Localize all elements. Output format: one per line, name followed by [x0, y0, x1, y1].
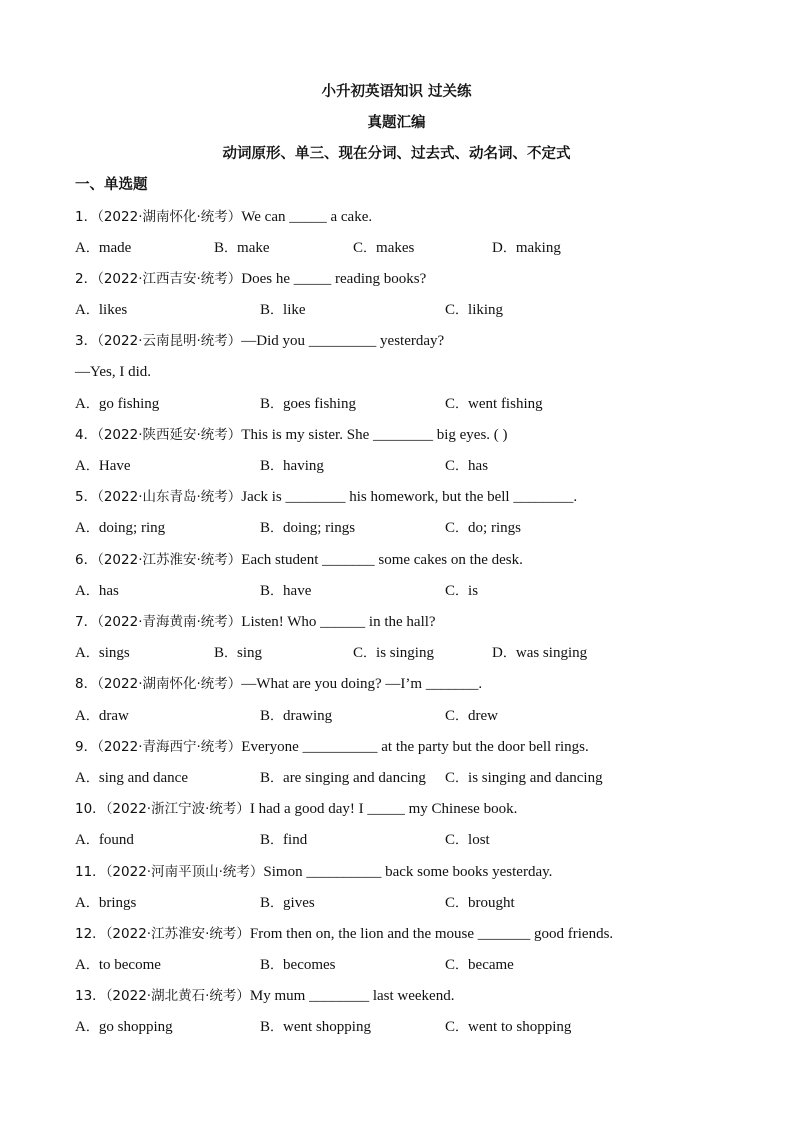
option-letter: B: [214, 645, 225, 661]
option-letter: D: [492, 240, 503, 256]
question-text: Listen! Who ______ in the hall?: [241, 614, 436, 630]
option-letter: A: [75, 895, 86, 911]
option-separator: ．: [455, 521, 469, 536]
option-letter: C: [445, 302, 456, 318]
option-separator: ．: [85, 709, 99, 724]
question-stem: [75, 611, 436, 633]
option-text: became: [468, 957, 514, 973]
option-separator: ．: [270, 521, 284, 536]
option-letter: B: [260, 832, 271, 848]
question-text: This is my sister. She ________ big eyes. ( ): [241, 427, 508, 443]
options-row: [75, 954, 675, 976]
option-text: brings: [98, 895, 137, 911]
question-source: （2022·湖南怀化·统考）: [97, 676, 242, 692]
question-text: From then on, the lion and the mouse _______ good friends.: [249, 926, 614, 942]
options-row: [75, 580, 675, 602]
option-separator: ．: [455, 1020, 469, 1035]
option-letter: A: [75, 770, 86, 786]
option-text: found: [98, 832, 134, 848]
option-separator: ．: [455, 709, 469, 724]
option-letter: B: [260, 770, 271, 786]
option-d[interactable]: [492, 237, 561, 260]
question-text: Everyone __________ at the party but the door bell rings.: [241, 739, 589, 755]
options-row: [75, 237, 675, 259]
option-a[interactable]: [75, 892, 136, 915]
question-reply-line: —Yes, I did.: [75, 364, 151, 380]
options-row: [75, 455, 675, 477]
option-letter: B: [260, 708, 271, 724]
option-a[interactable]: [75, 829, 134, 852]
option-letter: A: [75, 645, 86, 661]
option-separator: ．: [270, 584, 284, 599]
option-separator: ．: [455, 833, 469, 848]
option-letter: C: [445, 770, 456, 786]
option-separator: ．: [270, 709, 284, 724]
option-c[interactable]: [445, 580, 478, 603]
option-separator: ．: [85, 646, 99, 661]
option-a[interactable]: [75, 455, 131, 478]
question-source: （2022·江苏淮安·统考）: [105, 926, 250, 942]
option-b[interactable]: [260, 829, 307, 852]
option-text: draw: [98, 708, 129, 724]
options-row: [75, 299, 675, 321]
option-b[interactable]: [260, 705, 332, 728]
question-text: Does he _____ reading books?: [241, 271, 427, 287]
question-text: Each student _______ some cakes on the desk.: [241, 552, 523, 568]
option-b[interactable]: [260, 455, 324, 478]
option-separator: ．: [455, 397, 469, 412]
option-a[interactable]: [75, 705, 129, 728]
question-source: （2022·青海西宁·统考）: [97, 739, 242, 755]
question-stem: [75, 673, 482, 695]
question-source: （2022·浙江宁波·统考）: [105, 801, 250, 817]
question-text: Simon __________ back some books yesterday.: [263, 864, 553, 880]
option-text: drawing: [283, 708, 333, 724]
option-letter: B: [260, 458, 271, 474]
option-separator: ．: [224, 646, 238, 661]
option-a[interactable]: [75, 299, 127, 322]
option-letter: A: [75, 957, 86, 973]
options-row: [75, 1016, 675, 1038]
option-b[interactable]: [260, 954, 336, 977]
option-text: having: [283, 458, 324, 474]
option-text: makes: [376, 240, 415, 256]
option-text: has: [468, 458, 489, 474]
question-number: 2．: [75, 271, 98, 287]
option-b[interactable]: [260, 393, 356, 416]
question-number: 6．: [75, 552, 98, 568]
option-b[interactable]: [260, 299, 306, 322]
question-number: 11．: [75, 864, 106, 880]
page-subtitle: 真题汇编: [367, 115, 426, 131]
question-number: 3．: [75, 333, 98, 349]
option-separator: ．: [270, 833, 284, 848]
option-text: lost: [468, 832, 490, 848]
question-source: （2022·湖北黄石·统考）: [105, 988, 250, 1004]
question-text: —What are you doing? —I’m _______.: [241, 676, 483, 692]
option-letter: C: [445, 708, 456, 724]
option-a[interactable]: [75, 954, 161, 977]
option-separator: ．: [270, 459, 284, 474]
option-b[interactable]: [260, 580, 311, 603]
option-text: becomes: [283, 957, 336, 973]
option-text: making: [515, 240, 561, 256]
question-text: We can _____ a cake.: [241, 209, 373, 225]
option-separator: ．: [363, 646, 377, 661]
question-text: I had a good day! I _____ my Chinese book.: [249, 801, 518, 817]
option-separator: ．: [85, 241, 99, 256]
option-separator: ．: [85, 459, 99, 474]
option-letter: C: [445, 832, 456, 848]
option-letter: C: [445, 520, 456, 536]
option-text: went to shopping: [468, 1019, 572, 1035]
question-number: 12．: [75, 926, 106, 942]
options-row: [75, 642, 675, 664]
option-separator: ．: [85, 303, 99, 318]
question-number: 4．: [75, 427, 98, 443]
option-a[interactable]: [75, 767, 188, 790]
option-separator: ．: [363, 241, 377, 256]
option-text: went shopping: [283, 1019, 371, 1035]
option-letter: A: [75, 240, 86, 256]
option-text: sing and dance: [98, 770, 188, 786]
option-letter: C: [445, 895, 456, 911]
option-text: drew: [468, 708, 499, 724]
option-c[interactable]: [445, 1016, 571, 1039]
question-source: （2022·湖南怀化·统考）: [97, 209, 242, 225]
question-stem: [75, 330, 444, 352]
option-separator: ．: [85, 397, 99, 412]
topic-title: 动词原形、单三、现在分词、过去式、动名词、不定式: [222, 146, 571, 162]
option-separator: ．: [455, 459, 469, 474]
question-stem: [75, 424, 508, 446]
options-row: [75, 705, 675, 727]
option-letter: B: [260, 957, 271, 973]
question-text: Jack is ________ his homework, but the bell ________.: [241, 489, 578, 505]
option-d[interactable]: [492, 642, 587, 665]
option-separator: ．: [85, 521, 99, 536]
option-letter: A: [75, 302, 86, 318]
option-text: go shopping: [98, 1019, 173, 1035]
option-b[interactable]: [260, 767, 426, 790]
option-letter: A: [75, 458, 86, 474]
question-stem: [75, 486, 577, 508]
option-letter: B: [260, 1019, 271, 1035]
option-letter: C: [445, 957, 456, 973]
option-text: Have: [98, 458, 131, 474]
question-stem: [75, 206, 372, 228]
option-b[interactable]: [260, 892, 315, 915]
question-number: 13．: [75, 988, 106, 1004]
options-row: [75, 829, 675, 851]
option-separator: ．: [85, 584, 99, 599]
option-text: like: [283, 302, 306, 318]
option-b[interactable]: [214, 642, 262, 665]
option-separator: ．: [270, 958, 284, 973]
option-letter: B: [214, 240, 225, 256]
question-source: （2022·青海黄南·统考）: [97, 614, 242, 630]
option-c[interactable]: [445, 299, 503, 322]
option-text: have: [283, 583, 312, 599]
option-letter: B: [260, 520, 271, 536]
option-a[interactable]: [75, 642, 130, 665]
question-source: （2022·云南昆明·统考）: [97, 333, 242, 349]
option-separator: ．: [85, 896, 99, 911]
option-text: made: [98, 240, 132, 256]
option-c[interactable]: [445, 455, 488, 478]
option-text: doing; rings: [283, 520, 356, 536]
option-separator: ．: [455, 303, 469, 318]
question-stem: [75, 985, 454, 1007]
option-text: make: [237, 240, 270, 256]
question-text: My mum ________ last weekend.: [249, 988, 455, 1004]
page-title: 小升初英语知识 过关练: [321, 84, 472, 100]
option-separator: ．: [270, 303, 284, 318]
option-text: gives: [283, 895, 315, 911]
question-number: 10．: [75, 801, 106, 817]
option-separator: ．: [270, 1020, 284, 1035]
option-a[interactable]: [75, 393, 159, 416]
question-text: —Did you _________ yesterday?: [241, 333, 445, 349]
option-letter: B: [260, 583, 271, 599]
question-number: 8．: [75, 676, 98, 692]
option-letter: B: [260, 302, 271, 318]
question-source: （2022·陕西延安·统考）: [97, 427, 242, 443]
option-a[interactable]: [75, 580, 119, 603]
option-letter: C: [353, 240, 364, 256]
option-separator: ．: [455, 584, 469, 599]
option-text: likes: [98, 302, 128, 318]
question-stem: [75, 861, 552, 883]
section-heading: 一、单选题: [75, 177, 148, 193]
option-text: liking: [468, 302, 504, 318]
option-b[interactable]: [260, 1016, 371, 1039]
option-c[interactable]: [445, 393, 543, 416]
question-stem: [75, 268, 426, 290]
option-separator: ．: [502, 241, 516, 256]
option-text: is: [468, 583, 479, 599]
question-stem: [75, 923, 613, 945]
options-row: [75, 393, 675, 415]
option-text: brought: [468, 895, 515, 911]
option-text: went fishing: [468, 396, 543, 412]
option-letter: A: [75, 396, 86, 412]
option-c[interactable]: [353, 642, 434, 665]
question-source: （2022·江苏淮安·统考）: [97, 552, 242, 568]
question-number: 5．: [75, 489, 98, 505]
option-c[interactable]: [445, 517, 521, 540]
question-stem: [75, 549, 523, 571]
option-separator: ．: [85, 833, 99, 848]
question-number: 1．: [75, 209, 98, 225]
option-letter: C: [353, 645, 364, 661]
option-a[interactable]: [75, 237, 131, 260]
option-letter: C: [445, 396, 456, 412]
option-separator: ．: [270, 896, 284, 911]
option-text: is singing: [376, 645, 434, 661]
option-separator: ．: [270, 771, 284, 786]
option-letter: C: [445, 583, 456, 599]
option-a[interactable]: [75, 517, 165, 540]
option-letter: D: [492, 645, 503, 661]
option-text: sing: [237, 645, 263, 661]
option-separator: ．: [85, 771, 99, 786]
option-text: do; rings: [468, 520, 521, 536]
option-letter: A: [75, 520, 86, 536]
option-separator: ．: [85, 958, 99, 973]
option-separator: ．: [455, 896, 469, 911]
options-row: [75, 892, 675, 914]
option-text: go fishing: [98, 396, 160, 412]
question-source: （2022·山东青岛·统考）: [97, 489, 242, 505]
option-separator: ．: [455, 771, 469, 786]
options-row: [75, 767, 675, 789]
option-letter: C: [445, 458, 456, 474]
question-source: （2022·江西吉安·统考）: [97, 271, 242, 287]
option-b[interactable]: [214, 237, 270, 260]
question-stem: [75, 736, 589, 758]
option-c[interactable]: [445, 954, 514, 977]
option-separator: ．: [270, 397, 284, 412]
option-separator: ．: [502, 646, 516, 661]
option-a[interactable]: [75, 1016, 173, 1039]
option-b[interactable]: [260, 517, 355, 540]
option-letter: B: [260, 895, 271, 911]
question-source: （2022·河南平顶山·统考）: [105, 864, 264, 880]
option-separator: ．: [85, 1020, 99, 1035]
option-c[interactable]: [445, 705, 498, 728]
option-text: doing; ring: [98, 520, 166, 536]
options-row: [75, 517, 675, 539]
option-letter: C: [445, 1019, 456, 1035]
option-c[interactable]: [445, 829, 490, 852]
option-separator: ．: [224, 241, 238, 256]
question-number: 9．: [75, 739, 98, 755]
option-text: to become: [98, 957, 161, 973]
option-c[interactable]: [445, 892, 515, 915]
option-letter: B: [260, 396, 271, 412]
option-c[interactable]: [353, 237, 414, 260]
option-text: find: [283, 832, 308, 848]
option-separator: ．: [455, 958, 469, 973]
option-text: are singing and dancing: [283, 770, 426, 786]
option-c[interactable]: [445, 767, 603, 790]
option-text: was singing: [515, 645, 588, 661]
option-text: sings: [98, 645, 130, 661]
question-stem: [75, 798, 517, 820]
option-letter: A: [75, 708, 86, 724]
option-text: goes fishing: [283, 396, 356, 412]
option-letter: A: [75, 832, 86, 848]
option-text: has: [98, 583, 119, 599]
option-letter: A: [75, 1019, 86, 1035]
question-number: 7．: [75, 614, 98, 630]
option-text: is singing and dancing: [468, 770, 603, 786]
option-letter: A: [75, 583, 86, 599]
